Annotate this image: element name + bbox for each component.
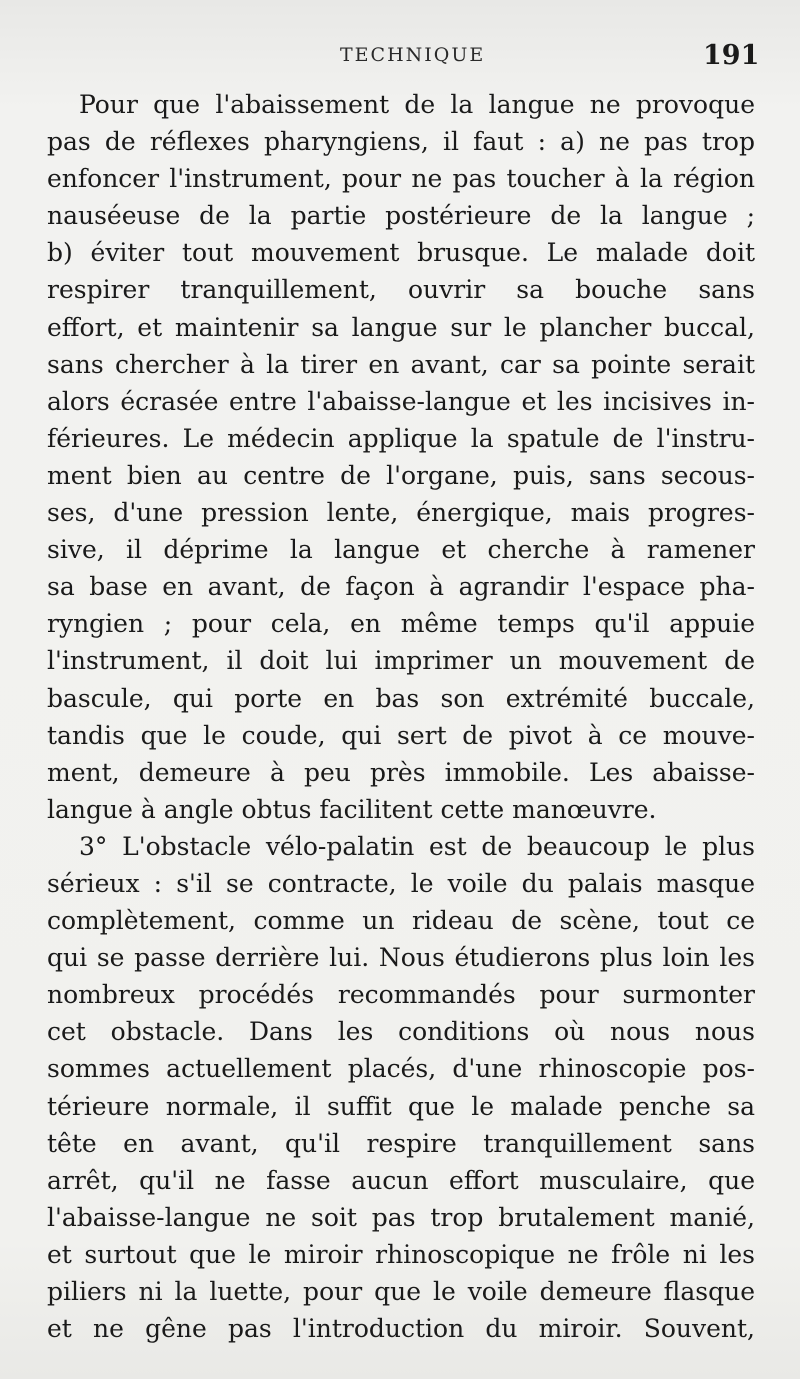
paragraph (47, 828, 755, 1347)
text-line: sa base en avant, de façon à agrandir l'espace pha- (47, 572, 755, 602)
text-line: ment bien au centre de l'organe, puis, sans secous- (47, 460, 755, 490)
text-line: nombreux procédés recommandés pour surmonter (47, 980, 755, 1010)
text-line: effort, et maintenir sa langue sur le plancher buccal, (47, 312, 755, 342)
text-line: cet obstacle. Dans les conditions où nous nous (47, 1017, 755, 1047)
text-line: térieure normale, il suffit que le malade penche sa (47, 1091, 755, 1121)
text-line: bascule, qui porte en bas son extrémité buccale, (47, 683, 755, 713)
paragraph (47, 86, 755, 828)
text-line: l'instrument, il doit lui imprimer un mouvement de (47, 646, 755, 676)
text-line: langue à angle obtus facilitent cette manœuvre. (47, 794, 657, 824)
text-line: tandis que le coude, qui sert de pivot à ce mouve- (47, 720, 755, 750)
text-line: piliers ni la luette, pour que le voile demeure flasque (47, 1277, 755, 1306)
page-header (0, 38, 800, 78)
text-line: tête en avant, qu'il respire tranquillement sans (47, 1128, 755, 1158)
text-line: ryngien ; pour cela, en même temps qu'il appuie (47, 609, 755, 639)
text-line: sive, il déprime la langue et cherche à ramener (47, 535, 755, 565)
page-number: 191 (703, 40, 760, 71)
text-line: enfoncer l'instrument, pour ne pas toucher à la région (47, 164, 755, 194)
text-line: b) éviter tout mouvement brusque. Le malade doit (47, 238, 755, 268)
text-line: qui se passe derrière lui. Nous étudierons plus loin les (47, 943, 755, 973)
text-line: respirer tranquillement, ouvrir sa bouche sans (47, 275, 755, 305)
text-line: arrêt, qu'il ne fasse aucun effort musculaire, que (47, 1165, 755, 1195)
text-line: sommes actuellement placés, d'une rhinoscopie pos- (47, 1054, 755, 1084)
text-line: et surtout que le miroir rhinoscopique ne frôle ni les (47, 1239, 755, 1269)
text-line: Pour que l'abaissement de la langue ne provoque (79, 90, 755, 119)
text-line: l'abaisse-langue ne soit pas trop brutalement manié, (47, 1202, 755, 1232)
running-head: TECHNIQUE (340, 44, 486, 66)
text-line: ment, demeure à peu près immobile. Les abaisse- (47, 757, 755, 787)
text-line: sérieux : s'il se contracte, le voile du palais masque (47, 868, 755, 898)
text-line: pas de réflexes pharyngiens, il faut : a) ne pas trop (47, 127, 755, 157)
text-line: férieures. Le médecin applique la spatule de l'instru- (47, 423, 755, 453)
text-line: 3° L'obstacle vélo-palatin est de beaucoup le plus (79, 831, 755, 861)
text-line: ses, d'une pression lente, énergique, mais progres- (47, 498, 755, 528)
text-line: et ne gêne pas l'introduction du miroir. Souvent, (47, 1314, 755, 1344)
body-text (47, 86, 755, 1347)
text-line: sans chercher à la tirer en avant, car sa pointe serait (47, 349, 755, 379)
text-line: complètement, comme un rideau de scène, tout ce (47, 906, 755, 936)
text-line: nauséeuse de la partie postérieure de la langue ; (47, 201, 755, 231)
text-line: alors écrasée entre l'abaisse-langue et les incisives in- (47, 386, 755, 416)
